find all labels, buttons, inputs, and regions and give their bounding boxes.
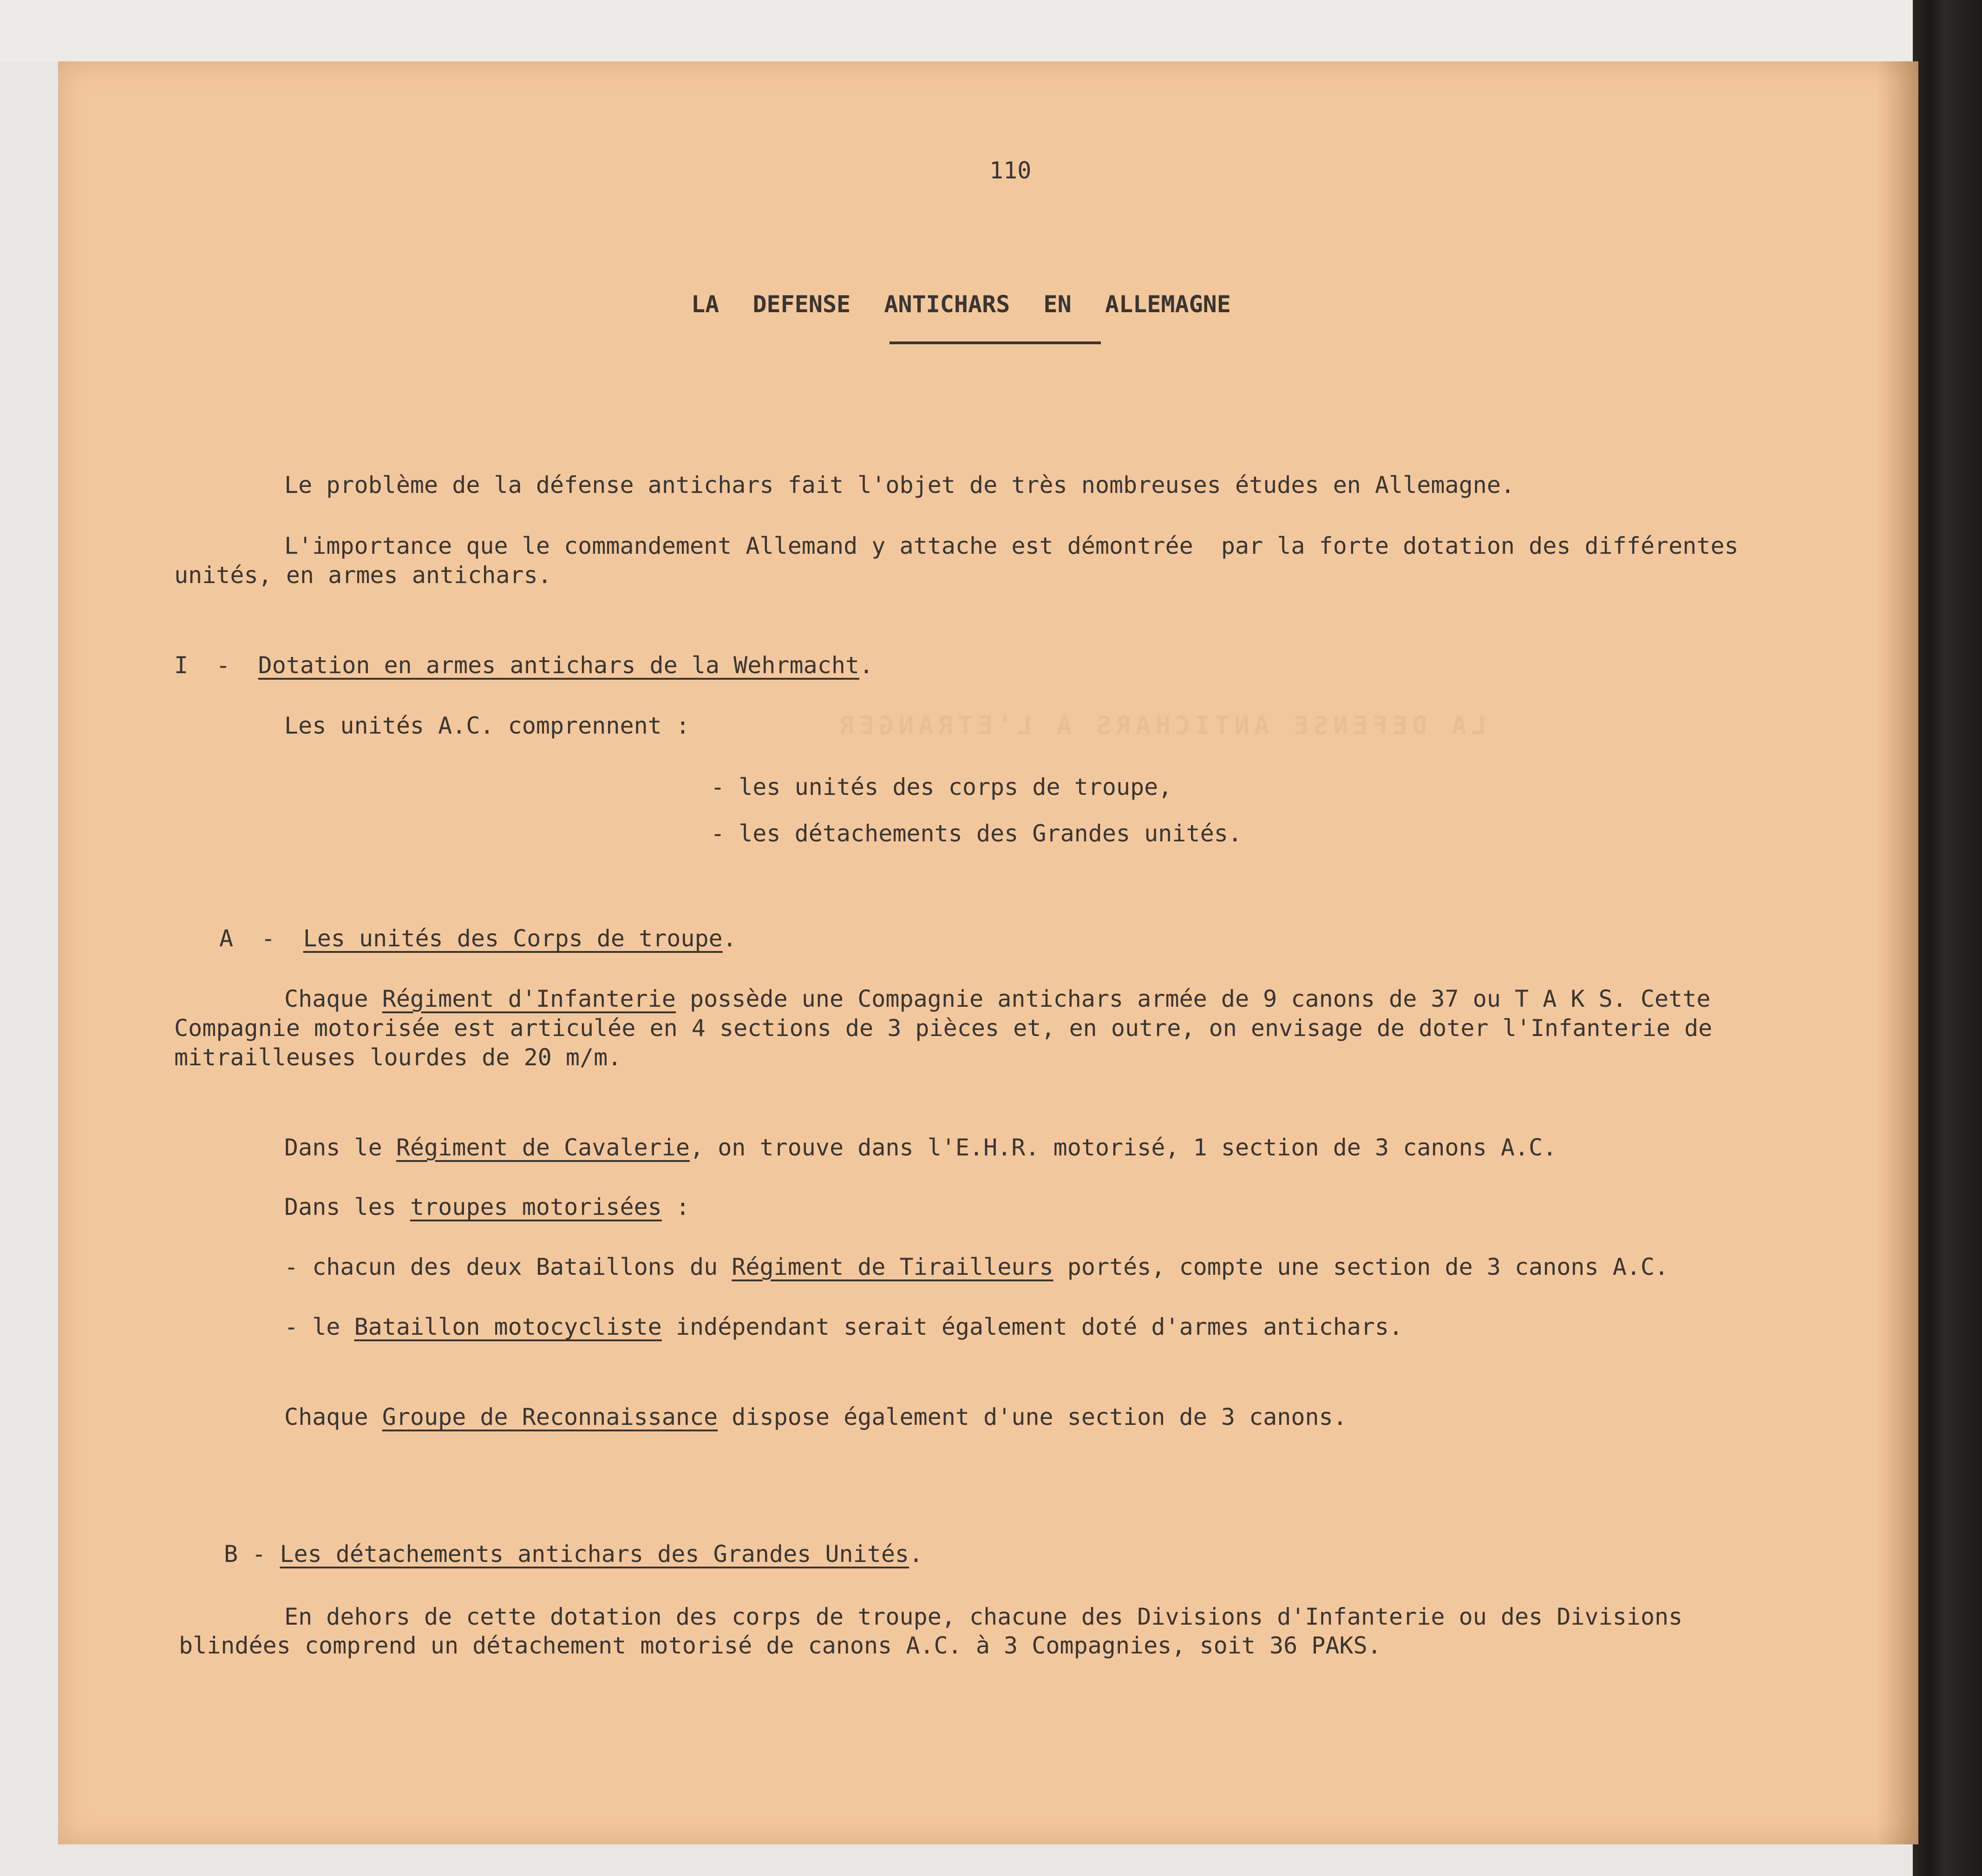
list-item <box>284 1252 1668 1282</box>
list-item <box>284 1312 1403 1342</box>
section-one-heading <box>174 650 873 680</box>
text-run: - chacun des deux Bataillons du <box>284 1253 732 1280</box>
section-a-paragraph-1-line-3: mitrailleuses lourdes de 20 m/m. <box>174 1044 622 1071</box>
page-title <box>691 289 1231 319</box>
scan-background <box>0 0 1918 63</box>
section-one-title: Dotation en armes antichars de la Wehrmacht <box>258 652 860 679</box>
title-underline <box>890 341 1101 344</box>
section-b-paragraph-line-2: blindées comprend un détachement motorisé de canons A.C. à 3 Compagnies, soit 36 PAKS. <box>179 1632 1381 1659</box>
text-run: possède une Compagnie antichars armée de 9 canons de 37 ou T A K S. Cette <box>675 985 1711 1012</box>
page-curl-shadow <box>1877 61 1918 1844</box>
title-word: EN <box>1043 291 1072 318</box>
text-run: indépendant serait également doté d'armes antichars. <box>661 1313 1403 1340</box>
text-run: dispose également d'une section de 3 canons. <box>718 1404 1347 1430</box>
text-run: - le <box>284 1313 354 1340</box>
section-b-paragraph-line-1: En dehors de cette dotation des corps de troupe, chacune des Divisions d'Infanterie ou des Divisions <box>284 1603 1683 1630</box>
section-b-heading <box>224 1539 923 1569</box>
section-a-paragraph-2 <box>284 1133 1557 1162</box>
section-a-paragraph-1-line-2: Compagnie motorisée est articulée en 4 sections de 3 pièces et, en outre, on envisage de doter l'Infanterie de <box>174 1015 1713 1042</box>
intro-paragraph-2-line-2: unités, en armes antichars. <box>174 562 552 589</box>
section-a-marker: A - <box>219 925 303 952</box>
underlined-term: Régiment de Cavalerie <box>396 1134 690 1161</box>
title-word: ALLEMAGNE <box>1105 291 1231 318</box>
section-a-paragraph-3 <box>284 1192 690 1222</box>
title-word: LA <box>691 291 720 318</box>
section-a-paragraph-1-line-1 <box>284 984 1710 1014</box>
text-run: Dans le <box>284 1134 396 1161</box>
book-binding <box>1913 0 1982 1876</box>
section-one-intro: Les unités A.C. comprennent : <box>284 712 690 739</box>
section-a-heading <box>219 924 737 953</box>
underlined-term: troupes motorisées <box>410 1194 662 1220</box>
list-item: - les détachements des Grandes unités. <box>711 820 1242 847</box>
page-number: 110 <box>989 157 1032 184</box>
title-word: DEFENSE <box>752 291 851 318</box>
list-item: - les unités des corps de troupe, <box>711 774 1172 800</box>
section-b-title: Les détachements antichars des Grandes Unités <box>280 1541 909 1568</box>
section-a-title-end: . <box>722 925 737 952</box>
section-one-marker: I - <box>174 652 258 679</box>
text-run: Dans les <box>284 1194 410 1220</box>
text-run: Chaque <box>284 1404 382 1430</box>
text-run: portés, compte une section de 3 canons A.C. <box>1053 1253 1669 1280</box>
section-b-title-end: . <box>909 1541 923 1568</box>
text-run: Chaque <box>284 985 382 1012</box>
show-through-text: LA DEFENSE ANTICHARS A L'ETRANGER <box>835 711 1486 740</box>
section-a-paragraph-4 <box>284 1402 1347 1432</box>
intro-paragraph-2-line-1: L'importance que le commandement Allemand y attache est démontrée par la forte dotation des différentes <box>284 532 1739 559</box>
section-b-marker: B - <box>224 1541 280 1568</box>
underlined-term: Régiment de Tirailleurs <box>732 1253 1053 1280</box>
section-one-title-end: . <box>859 652 874 679</box>
text-run: , on trouve dans l'E.H.R. motorisé, 1 section de 3 canons A.C. <box>689 1134 1557 1161</box>
intro-paragraph-1: Le problème de la défense antichars fait l'objet de très nombreuses études en Allemagne. <box>284 472 1515 499</box>
underlined-term: Régiment d'Infanterie <box>382 985 676 1012</box>
title-word: ANTICHARS <box>884 291 1010 318</box>
text-run: : <box>661 1194 690 1220</box>
underlined-term: Groupe de Reconnaissance <box>382 1404 718 1430</box>
section-a-title: Les unités des Corps de troupe <box>303 925 723 952</box>
underlined-term: Bataillon motocycliste <box>354 1313 662 1340</box>
